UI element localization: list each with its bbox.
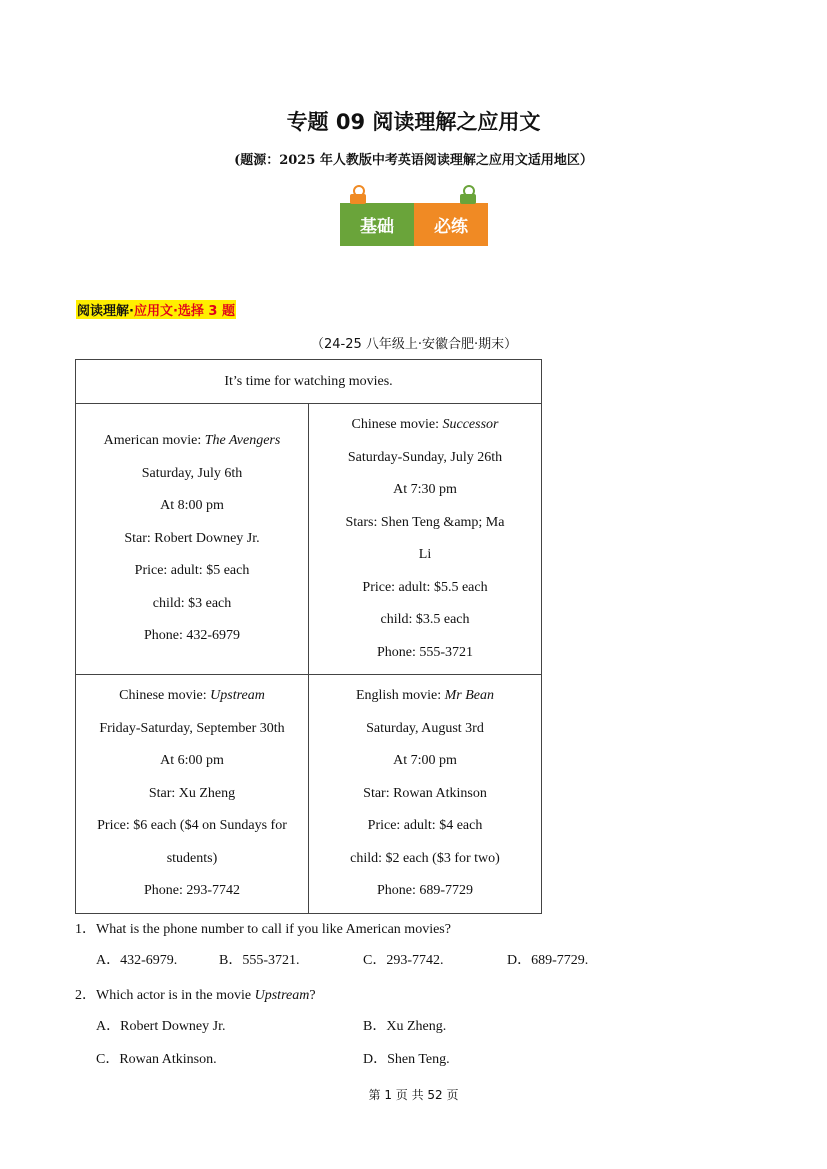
option-c[interactable]: C．Rowan Atkinson.: [96, 1052, 217, 1067]
section-banner: [340, 203, 488, 246]
question-source: （24-25 八年级上·安徽合肥·期末）: [311, 337, 518, 352]
question-list: [75, 918, 635, 1074]
banner-left: 基础: [340, 203, 414, 246]
option-a[interactable]: A．Robert Downey Jr.: [96, 1019, 226, 1034]
movie-cell-upstream: Chinese movie: Upstream Friday-Saturday, September 30th At 6:00 pm Star: Xu Zheng Price: $6 each ($4 on Sundays for students) Phone: 293-7742: [76, 675, 309, 914]
movie-cell-avengers: American movie: The Avengers Saturday, July 6th At 8:00 pm Star: Robert Downey Jr. Price: adult: $5 each child: $3 each Phone: 432-6979: [76, 404, 309, 675]
question-2: 2．Which actor is in the movie Upstream?: [75, 988, 316, 1003]
clip-icon: [350, 185, 366, 205]
question-2-options-row2: [75, 1041, 635, 1074]
banner-right: 必练: [414, 203, 488, 246]
page-footer: 第 1 页 共 52 页: [368, 1088, 459, 1102]
question-2-options-row1: [75, 1008, 635, 1041]
section-label: 阅读理解·应用文·选择 3 题: [76, 300, 236, 319]
option-b[interactable]: B．555-3721.: [219, 953, 300, 968]
option-d[interactable]: D．689-7729.: [507, 953, 589, 968]
movie-table: [75, 359, 542, 914]
option-c[interactable]: C．293-7742.: [363, 953, 444, 968]
question-1-options: [75, 942, 635, 975]
option-d[interactable]: D．Shen Teng.: [363, 1052, 450, 1067]
question-1: 1．What is the phone number to call if you like American movies?: [75, 922, 451, 937]
clip-icon: [460, 185, 476, 205]
option-b[interactable]: B．Xu Zheng.: [363, 1019, 447, 1034]
page-title: 专题 09 阅读理解之应用文: [286, 110, 541, 134]
page-subtitle: (题源：2025 年人教版中考英语阅读理解之应用文适用地区）: [234, 153, 593, 168]
option-a[interactable]: A．432-6979.: [96, 953, 178, 968]
table-heading: It’s time for watching movies.: [76, 360, 542, 404]
movie-cell-successor: Chinese movie: Successor Saturday-Sunday, July 26th At 7:30 pm Stars: Shen Teng &amp; Ma Li Price: adult: $5.5 each child: $3.5 each Phone: 555-3721: [309, 404, 542, 675]
movie-cell-mr-bean: English movie: Mr Bean Saturday, August 3rd At 7:00 pm Star: Rowan Atkinson Price: adult: $4 each child: $2 each ($3 for two) Phone: 689-7729: [309, 675, 542, 914]
